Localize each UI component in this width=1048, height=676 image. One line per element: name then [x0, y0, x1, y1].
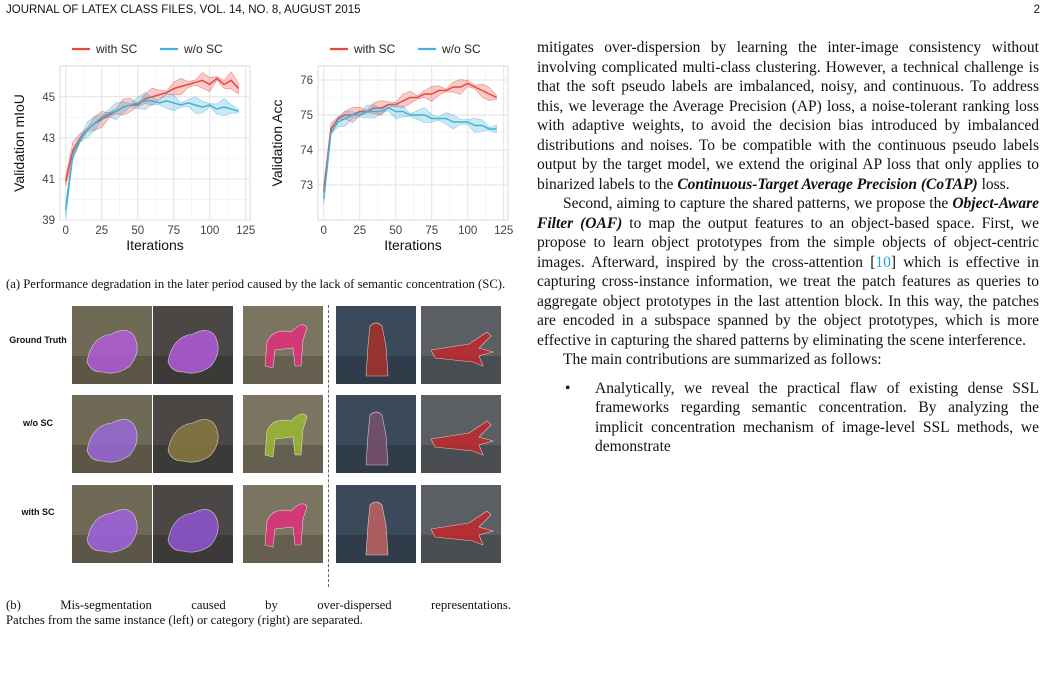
segmentation-image-graphic — [153, 485, 233, 563]
y-axis-label: Validation mIoU — [11, 94, 27, 192]
row-label-wo-sc: w/o SC — [22, 418, 53, 428]
figure-a-caption: (a) Performance degradation in the later period caused by the lack of semantic concentration (SC). — [6, 277, 506, 291]
bullet-dot: • — [565, 379, 571, 397]
x-tick-label: 100 — [200, 225, 220, 237]
x-tick-label: 100 — [458, 225, 478, 237]
segmentation-figure — [6, 303, 506, 593]
row-label-with-sc: with SC — [21, 507, 55, 517]
x-axis-label: Iterations — [384, 237, 442, 253]
y-tick-label: 73 — [300, 180, 313, 192]
segmentation-image — [336, 306, 416, 384]
segmentation-image-graphic — [243, 306, 323, 384]
legend-label: w/o SC — [184, 42, 223, 56]
segmentation-image — [421, 395, 501, 473]
segmentation-image-graphic — [153, 306, 233, 384]
x-tick-label: 125 — [494, 225, 514, 237]
segmentation-image-graphic — [336, 485, 416, 563]
segmentation-image-graphic — [72, 306, 152, 384]
segmentation-image — [153, 306, 233, 384]
y-tick-label: 75 — [300, 110, 313, 122]
legend-label: with SC — [354, 42, 396, 56]
y-tick-label: 45 — [42, 91, 55, 104]
contribution-bullet — [537, 379, 1039, 457]
x-tick-label: 0 — [320, 225, 327, 237]
segmentation-image-graphic — [243, 485, 323, 563]
segmentation-image — [421, 485, 501, 563]
chart-acc-svg — [262, 36, 514, 268]
legend-label: w/o SC — [442, 42, 481, 56]
x-axis-label: Iterations — [126, 237, 184, 253]
body-text-column — [537, 38, 1039, 457]
segmentation-image — [72, 485, 152, 563]
paragraph-2-mid: to map the output features to an object-based space. First, we propose to learn object prototypes from the simple objects of object-centric images. Afterward, inspired by the cross-attention [ — [537, 214, 1039, 271]
segmentation-image — [336, 485, 416, 563]
segmentation-image-graphic — [153, 395, 233, 473]
figure-divider — [328, 305, 329, 587]
segmentation-image — [72, 395, 152, 473]
figure-b-caption — [6, 598, 511, 628]
paragraph-2-tail: ] which is effective in capturing cross-instance information, we treat the patch features as queries to aggregate object prototypes in the last attention block. In this way, the patches are encoded in a subspace spanned by the object prototypes, which is more effective in capturing the shared patterns by eliminating the scene interference. — [537, 253, 1039, 349]
page-number: 2 — [1033, 4, 1040, 16]
y-tick-label: 76 — [300, 75, 313, 87]
paragraph-1-tail: loss. — [977, 175, 1010, 193]
segmentation-image-graphic — [243, 395, 323, 473]
x-tick-label: 125 — [236, 225, 256, 237]
x-tick-label: 75 — [425, 225, 439, 237]
y-tick-label: 39 — [42, 215, 55, 227]
x-tick-label: 0 — [62, 225, 69, 237]
paragraph-1-text: mitigates over-dispersion by learning the inter-image consistency without involving complicated multi-class clustering. However, a technical challenge is that the soft pseudo labels are imbalanced, noisy, and continuous. To address this, we leverage the Average Precision (AP) loss, a noise-tolerant ranking loss with adaptive weights, to avoid the decision bias introduced by imbalanced distributions and noises. To be compatible with the continuous pseudo labels output by the target model, we extend the original AP loss that only applies to binarized labels to the — [537, 39, 1039, 193]
figure-b-caption-line1: (b) Mis-segmentation caused by over-dispersed representations. — [6, 598, 511, 612]
segmentation-image-graphic — [421, 485, 501, 563]
segmentation-image-graphic — [336, 306, 416, 384]
running-header — [6, 4, 1040, 20]
y-axis-label: Validation Acc — [269, 99, 285, 187]
segmentation-image-graphic — [336, 395, 416, 473]
segmentation-image — [243, 306, 323, 384]
segmentation-image — [336, 395, 416, 473]
segmentation-image — [243, 395, 323, 473]
chart-miou-svg — [4, 36, 256, 268]
chart-validation-miou — [4, 36, 256, 268]
y-tick-label: 41 — [42, 173, 55, 186]
row-label-ground-truth: Ground Truth — [9, 335, 67, 345]
segmentation-image-graphic — [421, 306, 501, 384]
paragraph-2-head: Second, aiming to capture the shared patterns, we propose the — [563, 195, 953, 212]
y-tick-label: 43 — [42, 132, 55, 145]
x-tick-label: 50 — [131, 225, 145, 237]
term-oaf: Object-Aware Filter (OAF) — [537, 195, 1039, 232]
segmentation-image — [153, 395, 233, 473]
chart-validation-acc — [262, 36, 514, 268]
paragraph-1 — [537, 38, 1039, 194]
paragraph-2 — [537, 194, 1039, 350]
segmentation-image-graphic — [72, 395, 152, 473]
segmentation-image — [243, 485, 323, 563]
figure-b-caption-line2: Patches from the same instance (left) or category (right) are separated. — [6, 613, 363, 627]
segmentation-image — [72, 306, 152, 384]
x-tick-label: 25 — [353, 225, 367, 237]
segmentation-image — [421, 306, 501, 384]
journal-header: JOURNAL OF LATEX CLASS FILES, VOL. 14, NO. 8, AUGUST 2015 — [6, 4, 361, 16]
term-cotap: Continuous-Target Average Precision (CoTAP) — [677, 175, 978, 193]
segmentation-image-graphic — [72, 485, 152, 563]
legend-label: with SC — [96, 42, 138, 56]
x-tick-label: 75 — [167, 225, 181, 237]
image-ground — [243, 535, 323, 563]
image-ground — [243, 356, 323, 384]
x-tick-label: 25 — [95, 225, 109, 237]
segmentation-image — [153, 485, 233, 563]
paragraph-3: The main contributions are summarized as follows: — [563, 351, 882, 368]
citation-link[interactable]: 10 — [875, 253, 891, 271]
image-ground — [243, 445, 323, 473]
segmentation-image-graphic — [421, 395, 501, 473]
y-tick-label: 74 — [300, 145, 313, 157]
bullet-1-text: Analytically, we reveal the practical flaw of existing dense SSL frameworks regarding semantic concentration. By analyzing the implicit concentration mechanism of image-level SSL methods, we demonstrate — [595, 379, 1039, 455]
x-tick-label: 50 — [389, 225, 403, 237]
